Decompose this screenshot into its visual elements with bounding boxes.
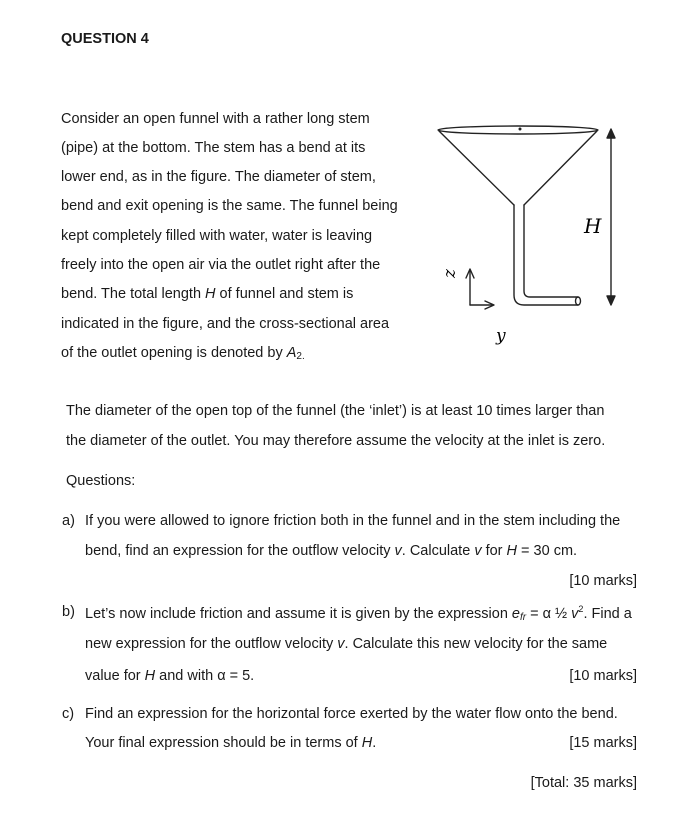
intro-line-7	[61, 286, 353, 302]
intro-line-4: bend and exit opening is the same. The funnel being	[61, 198, 398, 214]
question-b-line-2-part-2: . Calculate this new velocity for the same	[344, 636, 608, 652]
question-a-marks: [10 marks]	[569, 573, 637, 589]
intro-line-5: kept completely filled with water, water is leaving	[61, 228, 373, 244]
question-c-line-2-part-2: .	[372, 735, 377, 751]
symbol-H: H	[361, 735, 373, 751]
figure-label-H: H	[584, 214, 602, 238]
question-b-line-2-part-1: new expression for the outflow velocity	[85, 636, 338, 652]
question-a-line-2	[85, 543, 577, 559]
outlet-opening	[576, 297, 581, 305]
intro-line-9-start: of the outlet opening is denoted by	[61, 345, 287, 361]
symbol-v: v	[571, 606, 579, 622]
total-marks: [Total: 35 marks]	[530, 775, 637, 791]
symbol-v: v	[394, 543, 402, 559]
question-b-line-2	[85, 636, 607, 652]
question-a-line-2-part-3: for	[481, 543, 507, 559]
question-c-line-1: Find an expression for the horizontal force exerted by the water flow onto the bend.	[85, 706, 618, 722]
figure-label-y: y	[496, 326, 506, 346]
question-a-line-2-part-1: bend, find an expression for the outflow velocity	[85, 543, 395, 559]
question-b-line-3-part-2: and with α = 5.	[155, 668, 255, 684]
symbol-A: A	[286, 345, 297, 361]
funnel-cone-right	[524, 131, 597, 205]
symbol-fr-subscript: fr	[520, 612, 527, 623]
question-b-line-1	[85, 604, 632, 623]
question-c-line-2-part-1: Your final expression should be in terms of	[85, 735, 362, 751]
symbol-H: H	[205, 286, 216, 302]
symbol-H: H	[506, 543, 518, 559]
intro-line-9	[61, 345, 305, 362]
intro-line-8: indicated in the figure, and the cross-sectional area	[61, 316, 390, 332]
height-arrow-bottom	[607, 296, 615, 305]
question-a-label: a)	[62, 513, 75, 529]
questions-heading: Questions:	[66, 473, 136, 489]
intro-line-6: freely into the open air via the outlet right after the	[61, 257, 381, 273]
question-a-line-2-part-4: = 30 cm.	[517, 543, 578, 559]
symbol-v: v	[474, 543, 482, 559]
funnel-rim	[438, 126, 598, 134]
intro-line-1: Consider an open funnel with a rather long stem	[61, 111, 370, 127]
question-b-line-1-part-1: Let’s now include friction and assume it is given by the expression	[85, 606, 512, 622]
question-b-marks: [10 marks]	[569, 668, 637, 684]
symbol-v-superscript: 2	[578, 604, 584, 614]
intro-line-7-end: of funnel and stem is	[215, 286, 354, 302]
question-b-line-3-part-1: value for	[85, 668, 145, 684]
question-c-marks: [15 marks]	[569, 735, 637, 751]
question-b-line-3	[85, 668, 254, 684]
symbol-e: e	[511, 606, 520, 622]
symbol-A-subscript: 2.	[296, 351, 305, 362]
question-b-line-1-part-2: = α ½	[526, 606, 572, 622]
intro-line-2: (pipe) at the bottom. The stem has a bend at its	[61, 140, 366, 156]
question-a-line-1: If you were allowed to ignore friction both in the funnel and in the stem including the	[85, 513, 621, 529]
intro-line-3: lower end, as in the figure. The diameter of stem,	[61, 169, 376, 185]
question-b-line-1-part-3: . Find a	[583, 606, 632, 622]
paragraph-line-1: The diameter of the open top of the funnel (the ‘inlet’) is at least 10 times larger than	[66, 403, 605, 419]
funnel-diagram	[430, 115, 640, 355]
stem-inner	[524, 205, 578, 297]
question-c-line-2	[85, 735, 376, 751]
question-b-label: b)	[62, 604, 75, 620]
height-arrow-top	[607, 129, 615, 138]
symbol-H: H	[144, 668, 156, 684]
intro-line-7-start: bend. The total length	[61, 286, 206, 302]
question-title: QUESTION 4	[61, 31, 149, 47]
funnel-cone-left	[439, 131, 514, 205]
figure-label-z: z	[440, 269, 460, 278]
funnel-rim-dot	[519, 128, 521, 130]
funnel-figure	[430, 115, 640, 355]
question-a-line-2-part-2: . Calculate	[401, 543, 475, 559]
question-c-label: c)	[62, 706, 75, 722]
paragraph-line-2: the diameter of the outlet. You may therefore assume the velocity at the inlet is zero.	[66, 433, 606, 449]
symbol-v: v	[337, 636, 345, 652]
